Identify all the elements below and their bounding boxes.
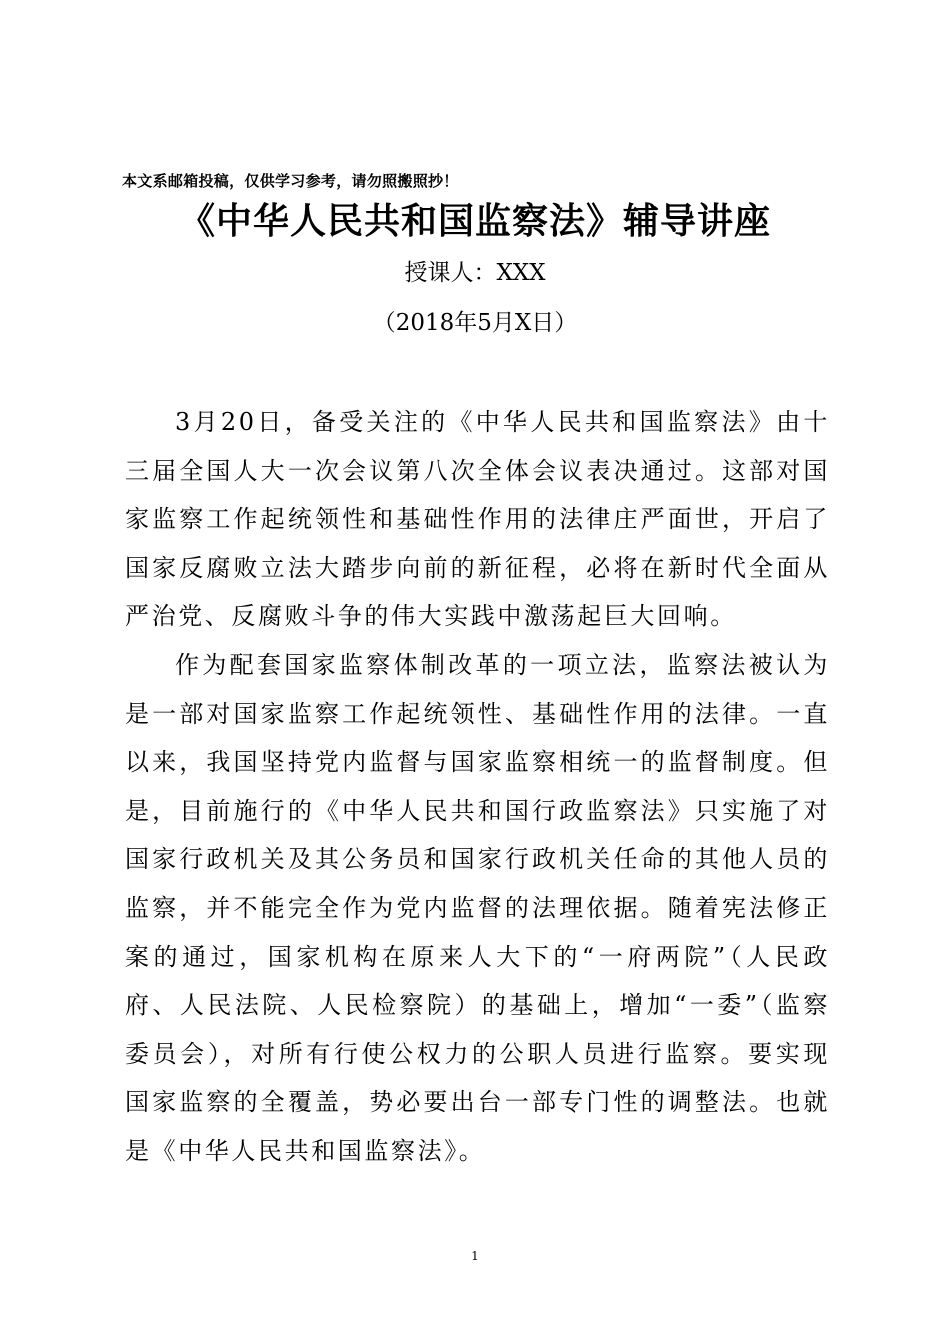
paragraph-1: 3月20日，备受关注的《中华人民共和国监察法》由十三届全国人大一次会议第八次全体会议表决通过。这部对国家监察工作起统领性和基础性作用的法律庄严面世，开启了国家反腐败立法大踏步向前的新征程，必将在新时代全面从严治党、反腐败斗争的伟大实践中激荡起巨大回响。 xyxy=(125,408,830,631)
submission-notice: 本文系邮箱投稿，仅供学习参考，请勿照搬照抄！ xyxy=(122,172,459,190)
document-body xyxy=(125,398,830,1176)
document-title: 《中华人民共和国监察法》辅导讲座 xyxy=(178,200,771,242)
date-line: （2018年5月X日） xyxy=(372,310,578,336)
page-number: 1 xyxy=(471,1249,479,1263)
paragraph-2: 作为配套国家监察体制改革的一项立法，监察法被认为是一部对国家监察工作起统领性、基础性作用的法律。一直以来，我国坚持党内监督与国家监察相统一的监督制度。但是，目前施行的《中华人民共和国行政监察法》只实施了对国家行政机关及其公务员和国家行政机关任命的其他人员的监察，并不能完全作为党内监督的法理依据。随着宪法修正案的通过，国家机构在原来人大下的“一府两院”（人民政府、人民法院、人民检察院）的基础上，增加“一委”（监察委员会），对所有行使公权力的公职人员进行监察。要实现国家监察的全覆盖，势必要出台一部专门性的调整法。也就是《中华人民共和国监察法》。 xyxy=(125,650,830,1165)
lecturer-line: 授课人：XXX xyxy=(404,260,546,286)
